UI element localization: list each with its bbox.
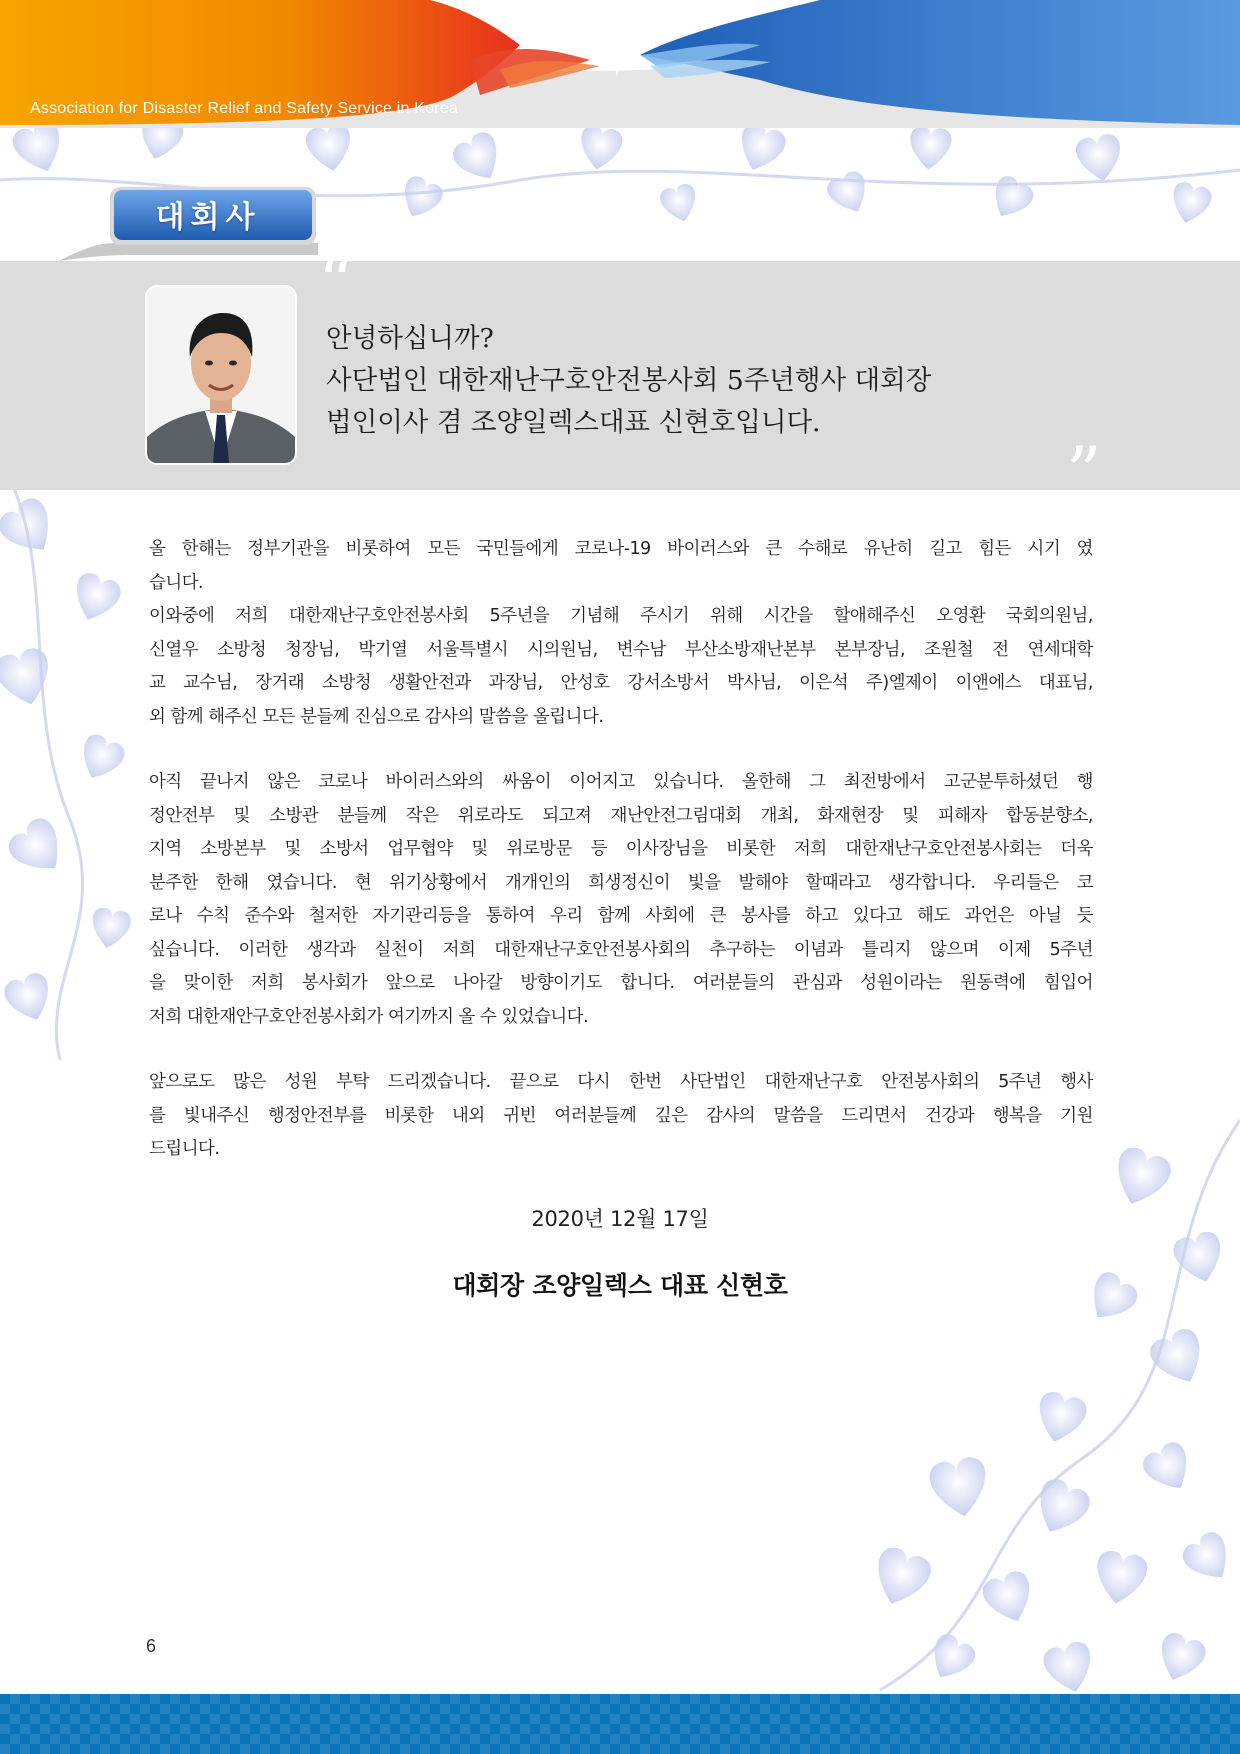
letter-signature: 대회장 조양일렉스 대표 신현호 (452, 1271, 788, 1300)
page-number: 6 (146, 1636, 157, 1656)
greeting-line: 안녕하십니까? (326, 323, 494, 354)
body-line: 습니다. (149, 572, 204, 593)
organization-caption: Association for Disaster Relief and Safety Service in Korea (30, 100, 458, 117)
greeting-text (326, 318, 1066, 444)
body-line: 분주한 한해 였습니다. 현 위기상황에서 개개인의 희생정신이 빛을 발해야 할때라고 생각합니다. 우리들은 코 (149, 872, 1093, 893)
body-line: 드립니다. (149, 1139, 220, 1159)
greeting-line: 사단법인 대한재난구호안전봉사회 5주년행사 대회장 (326, 365, 932, 396)
body-line: 신열우 소방청 청장님, 박기열 서울특별시 시의원님, 변수남 부산소방재난본부 본부장님, 조원철 전 연세대학 (149, 639, 1093, 660)
body-line: 싶습니다. 이러한 생각과 실천이 저희 대한재난구호안전봉사회의 추구하는 이념과 틀리지 않으며 이제 5주년 (149, 939, 1093, 960)
body-line: 을 맞이한 저희 봉사회가 앞으로 나아갈 방향이기도 합니다. 여러분들의 관심과 성원이라는 원동력에 힘입어 (149, 973, 1093, 993)
body-line: 외 함께 해주신 모든 분들께 진심으로 감사의 말씀을 올립니다. (149, 706, 604, 727)
body-line: 를 빛내주신 행정안전부를 비롯한 내외 귀빈 여러분들께 깊은 감사의 말씀을 드리면서 건강과 행복을 기원 (149, 1105, 1093, 1126)
body-line: 앞으로도 많은 성원 부탁 드리겠습니다. 끝으로 다시 한번 사단법인 대한재난구호 안전봉사회의 5주년 행사 (149, 1072, 1093, 1092)
body-line: 정안전부 및 소방관 분들께 작은 위로라도 되고져 재난안전그림대회 개최, 화재현장 및 피해자 합동분향소, (149, 805, 1093, 826)
speaker-portrait (147, 287, 295, 463)
body-line: 올 한해는 정부기관을 비롯하여 모든 국민들에게 코로나-19 바이러스와 큰 수해로 유난히 길고 힘든 시기 였 (149, 539, 1093, 559)
letter-date: 2020년 12월 17일 (531, 1207, 709, 1231)
greeting-line: 법인이사 겸 조양일렉스대표 신현호입니다. (326, 407, 821, 438)
open-quote-mark: “ (318, 242, 354, 324)
letter-body (149, 533, 1093, 1167)
body-line: 로나 수칙 준수와 철저한 자기관리등을 통하여 우리 함께 사회에 큰 봉사를 하고 있다고 해도 과언은 아닐 듯 (149, 906, 1093, 926)
close-quote-mark: ” (1066, 432, 1102, 514)
body-line: 지역 소방본부 및 소방서 업무협약 및 위로방문 등 이사장님을 비롯한 저희 대한재난구호안전봉사회는 더욱 (149, 839, 1093, 859)
body-line: 교 교수님, 장거래 소방청 생활안전과 과장님, 안성호 강서소방서 박사님, 이은석 주)엘제이 이앤에스 대표님, (149, 673, 1093, 693)
section-title: 대회사 (155, 200, 261, 235)
footer-band (0, 1694, 1240, 1754)
body-line: 저희 대한재안구호안전봉사회가 여기까지 올 수 있었습니다. (149, 1006, 589, 1027)
body-line: 아직 끝나지 않은 코로나 바이러스와의 싸움이 이어지고 있습니다. 올한해 그 최전방에서 고군분투하셨던 행 (149, 772, 1093, 792)
body-line: 이와중에 저희 대한재난구호안전봉사회 5주년을 기념해 주시기 위해 시간을 할애해주신 오영환 국회의원님, (149, 606, 1093, 626)
